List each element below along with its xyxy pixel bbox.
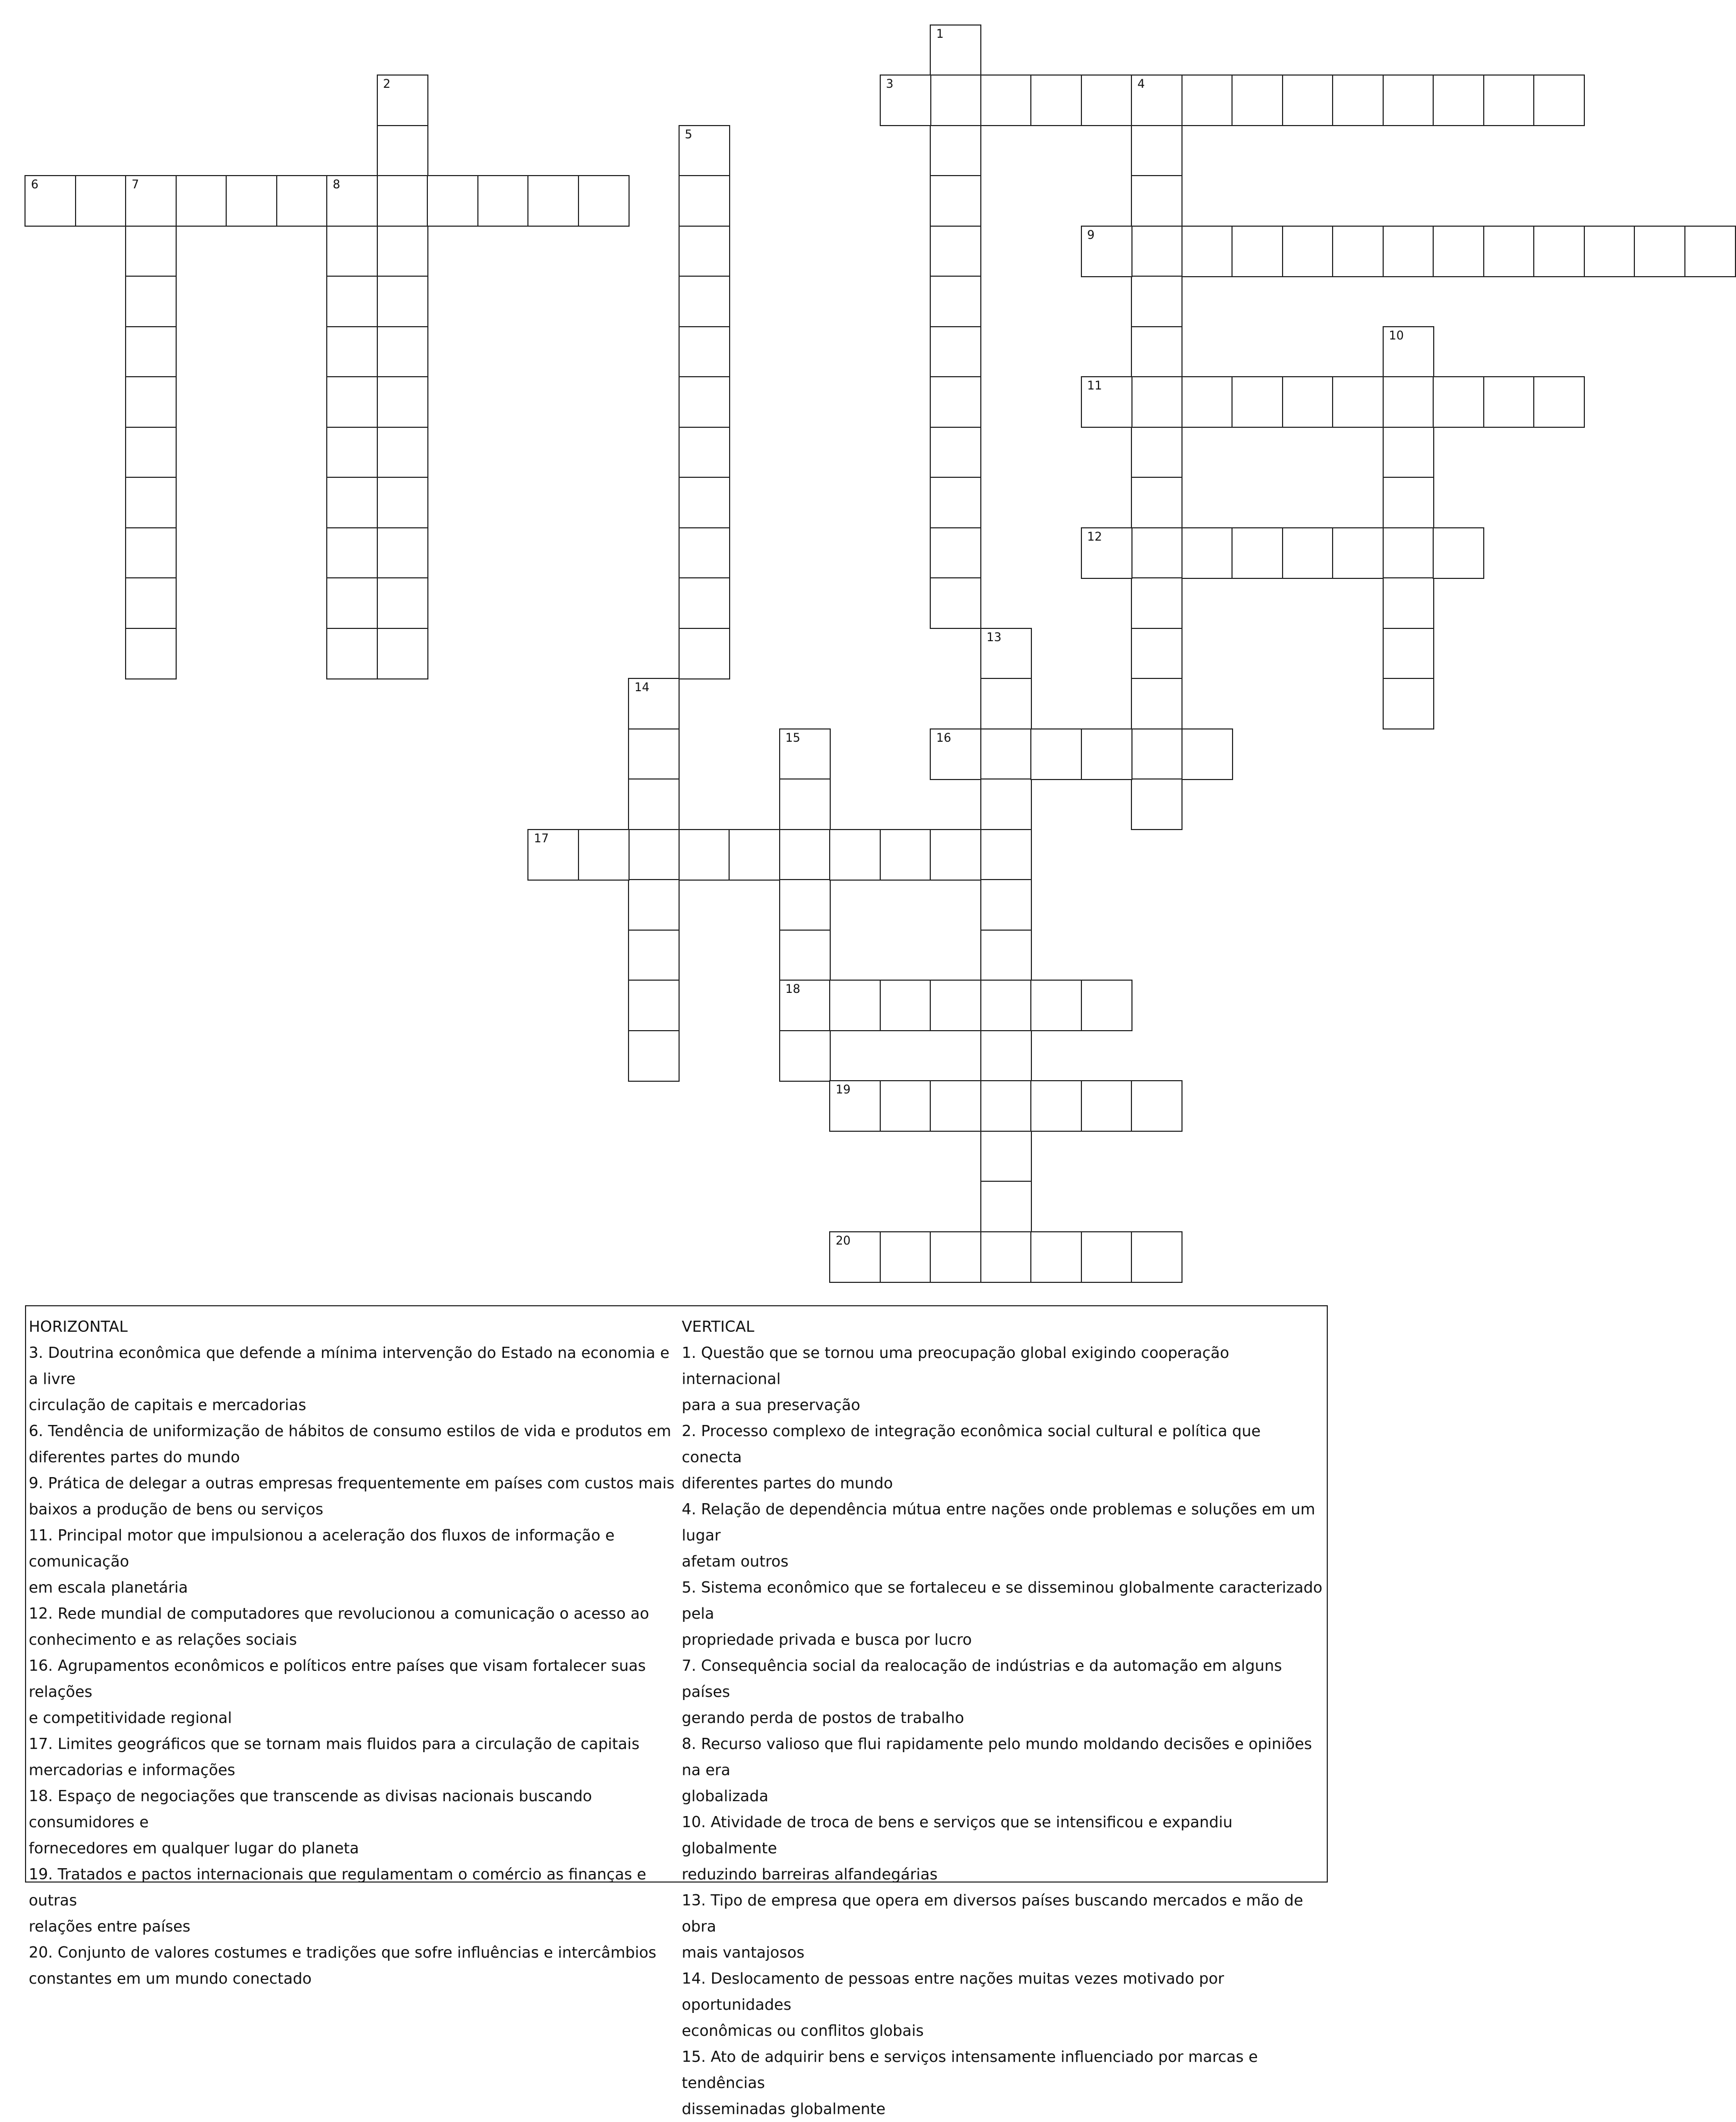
grid-cell[interactable] (1081, 1080, 1132, 1132)
horizontal-clue-line: 17. Limites geográficos que se tornam mais fluidos para a circulação de capitais (29, 1735, 640, 1753)
horizontal-clue-line: baixos a produção de bens ou serviços (29, 1501, 324, 1518)
vertical-clue-line: 5. Sistema econômico que se fortaleceu e se disseminou globalmente caracterizado pela (682, 1579, 1322, 1622)
grid-cell[interactable] (1030, 980, 1082, 1031)
grid-cell[interactable] (1131, 226, 1183, 277)
grid-cell[interactable] (1383, 74, 1434, 126)
grid-cell[interactable] (377, 175, 428, 227)
grid-cell[interactable] (930, 226, 981, 277)
grid-cell[interactable] (1131, 175, 1183, 227)
clue-number: 13 (986, 631, 1002, 644)
clue-number: 3 (886, 78, 894, 92)
clue-number: 10 (1388, 329, 1404, 343)
grid-cell[interactable] (326, 477, 378, 528)
horizontal-clue-line: 3. Doutrina econômica que defende a mínima intervenção do Estado na economia e a livre (29, 1344, 669, 1388)
vertical-clue-line: 10. Atividade de troca de bens e serviços que se intensificou e expandiu globalmente (682, 1813, 1233, 1857)
vertical-clue-line: 2. Processo complexo de integração econômica social cultural e política que conecta (682, 1422, 1261, 1466)
grid-cell[interactable] (1131, 1231, 1183, 1283)
grid-cell[interactable] (980, 1231, 1032, 1283)
grid-cell[interactable] (125, 376, 177, 428)
vertical-clues (682, 1314, 1323, 2122)
grid-cell[interactable] (125, 527, 177, 579)
grid-cell[interactable] (377, 527, 428, 579)
grid-cell[interactable] (1332, 226, 1384, 277)
grid-cell[interactable] (679, 175, 730, 227)
grid-cell[interactable] (1181, 376, 1233, 428)
clue-number: 4 (1137, 78, 1145, 92)
grid-cell[interactable] (1584, 226, 1635, 277)
grid-cell[interactable] (125, 427, 177, 478)
grid-cell[interactable] (980, 1181, 1032, 1232)
grid-cell[interactable] (1533, 376, 1585, 428)
grid-cell[interactable] (930, 829, 981, 881)
grid-cell[interactable] (930, 376, 981, 428)
grid-cell[interactable] (679, 829, 730, 881)
grid-cell[interactable] (1383, 226, 1434, 277)
grid-cell[interactable] (578, 829, 630, 881)
grid-cell[interactable] (980, 980, 1032, 1031)
grid-cell[interactable] (226, 175, 277, 227)
clue-number: 18 (785, 983, 800, 997)
clue-number: 2 (383, 78, 391, 92)
grid-cell[interactable] (980, 930, 1032, 981)
grid-cell[interactable] (1483, 74, 1535, 126)
grid-cell[interactable] (628, 829, 680, 881)
grid-cell[interactable] (1433, 527, 1484, 579)
grid-cell[interactable] (980, 1030, 1032, 1082)
grid-cell[interactable] (176, 175, 227, 227)
grid-cell[interactable] (1383, 326, 1434, 378)
grid-cell[interactable] (880, 74, 931, 126)
grid-cell[interactable] (930, 577, 981, 629)
vertical-clue-line: disseminadas globalmente (682, 2100, 886, 2118)
grid-cell[interactable] (1533, 226, 1585, 277)
grid-cell[interactable] (1131, 477, 1183, 528)
grid-cell[interactable] (276, 175, 328, 227)
grid-cell[interactable] (679, 628, 730, 679)
clue-number: 1 (936, 27, 944, 41)
clue-number: 6 (31, 178, 39, 192)
grid-cell[interactable] (326, 527, 378, 579)
horizontal-clue-line: diferentes partes do mundo (29, 1448, 240, 1466)
clues-box (25, 1305, 1328, 2118)
grid-cell[interactable] (930, 326, 981, 378)
grid-cell[interactable] (1684, 226, 1736, 277)
grid-cell[interactable] (829, 1080, 881, 1132)
grid-cell[interactable] (930, 276, 981, 327)
grid-cell[interactable] (930, 728, 981, 780)
grid-cell[interactable] (679, 477, 730, 528)
grid-cell[interactable] (628, 879, 680, 931)
grid-cell[interactable] (1282, 74, 1334, 126)
grid-cell[interactable] (1081, 376, 1132, 428)
grid-cell[interactable] (1081, 728, 1132, 780)
grid-cell[interactable] (377, 74, 428, 126)
grid-cell[interactable] (1634, 226, 1685, 277)
horizontal-clue-line: fornecedores em qualquer lugar do planeta (29, 1839, 359, 1857)
grid-cell[interactable] (930, 74, 981, 126)
grid-cell[interactable] (527, 175, 579, 227)
grid-cell[interactable] (628, 728, 680, 780)
vertical-clue-line: econômicas ou conflitos globais (682, 2022, 924, 2040)
grid-cell[interactable] (377, 577, 428, 629)
grid-cell[interactable] (880, 829, 931, 881)
grid-cell[interactable] (779, 728, 831, 780)
grid-cell[interactable] (980, 1080, 1032, 1132)
clue-number: 11 (1087, 379, 1102, 393)
grid-cell[interactable] (1383, 527, 1434, 579)
grid-cell[interactable] (1131, 326, 1183, 378)
grid-cell[interactable] (930, 1080, 981, 1132)
horizontal-clue-line: circulação de capitais e mercadorias (29, 1396, 307, 1414)
grid-cell[interactable] (1081, 980, 1132, 1031)
grid-cell[interactable] (578, 175, 630, 227)
grid-cell[interactable] (779, 778, 831, 830)
vertical-clue-line: reduzindo barreiras alfandegárias (682, 1866, 938, 1883)
grid-cell[interactable] (477, 175, 529, 227)
vertical-clue-line: gerando perda de postos de trabalho (682, 1709, 964, 1727)
clue-number: 5 (684, 128, 692, 142)
grid-cell[interactable] (980, 728, 1032, 780)
grid-cell[interactable] (930, 175, 981, 227)
vertical-clue-line: 4. Relação de dependência mútua entre nações onde problemas e soluções em um lugar (682, 1501, 1316, 1544)
horizontal-clue-line: 6. Tendência de uniformização de hábitos de consumo estilos de vida e produtos em (29, 1422, 672, 1440)
grid-cell[interactable] (1433, 226, 1484, 277)
grid-cell[interactable] (829, 980, 881, 1031)
grid-cell[interactable] (679, 527, 730, 579)
horizontal-heading: HORIZONTAL (29, 1318, 128, 1336)
grid-cell[interactable] (1131, 527, 1183, 579)
grid-cell[interactable] (125, 175, 177, 227)
grid-cell[interactable] (930, 527, 981, 579)
horizontal-clue-line: 9. Prática de delegar a outras empresas frequentemente em países com custos mais (29, 1474, 675, 1492)
grid-cell[interactable] (779, 829, 831, 881)
grid-cell[interactable] (1181, 226, 1233, 277)
grid-cell[interactable] (1282, 226, 1334, 277)
horizontal-clue-line: conhecimento e as relações sociais (29, 1631, 297, 1648)
grid-cell[interactable] (377, 276, 428, 327)
grid-cell[interactable] (377, 477, 428, 528)
clue-number: 12 (1087, 530, 1102, 544)
grid-cell[interactable] (527, 829, 579, 881)
vertical-clue-line: 14. Deslocamento de pessoas entre nações muitas vezes motivado por oportunidades (682, 1970, 1225, 2013)
grid-cell[interactable] (326, 326, 378, 378)
grid-cell[interactable] (1181, 728, 1233, 780)
grid-cell[interactable] (1383, 577, 1434, 629)
horizontal-clue-line: constantes em um mundo conectado (29, 1970, 312, 1987)
grid-cell[interactable] (1231, 527, 1283, 579)
vertical-clue-line: propriedade privada e busca por lucro (682, 1631, 972, 1648)
grid-cell[interactable] (628, 678, 680, 730)
grid-cell[interactable] (1030, 74, 1082, 126)
horizontal-clue-line: 12. Rede mundial de computadores que revolucionou a comunicação o acesso ao (29, 1605, 649, 1622)
grid-cell[interactable] (326, 376, 378, 428)
grid-cell[interactable] (326, 577, 378, 629)
grid-cell[interactable] (679, 125, 730, 177)
grid-cell[interactable] (628, 980, 680, 1031)
grid-cell[interactable] (930, 427, 981, 478)
grid-cell[interactable] (779, 1030, 831, 1082)
grid-cell[interactable] (1030, 728, 1082, 780)
grid-cell[interactable] (930, 477, 981, 528)
grid-cell[interactable] (125, 577, 177, 629)
grid-cell[interactable] (1231, 74, 1283, 126)
clue-number: 8 (333, 178, 341, 192)
grid-cell[interactable] (1081, 527, 1132, 579)
grid-cell[interactable] (125, 628, 177, 679)
grid-cell[interactable] (1332, 74, 1384, 126)
vertical-clue-line: afetam outros (682, 1553, 789, 1570)
grid-cell[interactable] (1030, 1231, 1082, 1283)
grid-cell[interactable] (729, 829, 780, 881)
grid-cell[interactable] (125, 226, 177, 277)
grid-cell[interactable] (326, 226, 378, 277)
grid-cell[interactable] (980, 829, 1032, 881)
grid-cell[interactable] (880, 1231, 931, 1283)
grid-cell[interactable] (1282, 376, 1334, 428)
horizontal-clues (29, 1314, 678, 1992)
vertical-clue-line: 8. Recurso valioso que flui rapidamente pelo mundo moldando decisões e opiniões na era (682, 1735, 1312, 1779)
clue-number: 9 (1087, 228, 1095, 242)
grid-cell[interactable] (1131, 1080, 1183, 1132)
grid-cell[interactable] (679, 276, 730, 327)
grid-cell[interactable] (1131, 778, 1183, 830)
grid-cell[interactable] (930, 24, 981, 76)
clue-number: 19 (836, 1083, 851, 1097)
crossword-grid (0, 0, 1404, 1288)
grid-cell[interactable] (1231, 376, 1283, 428)
grid-cell[interactable] (1081, 1231, 1132, 1283)
grid-cell[interactable] (1383, 376, 1434, 428)
vertical-heading: VERTICAL (682, 1318, 755, 1336)
grid-cell[interactable] (628, 1030, 680, 1082)
grid-cell[interactable] (1383, 628, 1434, 679)
grid-cell[interactable] (1081, 226, 1132, 277)
clue-number: 15 (785, 731, 800, 745)
grid-cell[interactable] (779, 980, 831, 1031)
grid-cell[interactable] (377, 427, 428, 478)
grid-cell[interactable] (1231, 226, 1283, 277)
grid-cell[interactable] (326, 628, 378, 679)
grid-cell[interactable] (679, 226, 730, 277)
grid-cell[interactable] (1282, 527, 1334, 579)
grid-cell[interactable] (980, 778, 1032, 830)
grid-cell[interactable] (1131, 125, 1183, 177)
grid-cell[interactable] (1131, 276, 1183, 327)
grid-cell[interactable] (930, 980, 981, 1031)
grid-cell[interactable] (829, 1231, 881, 1283)
horizontal-clue-line: e competitividade regional (29, 1709, 232, 1727)
grid-cell[interactable] (980, 678, 1032, 730)
clue-number: 16 (936, 731, 952, 745)
grid-cell[interactable] (326, 276, 378, 327)
grid-cell[interactable] (1533, 74, 1585, 126)
grid-cell[interactable] (1332, 376, 1384, 428)
horizontal-clue-line: 19. Tratados e pactos internacionais que regulamentam o comércio as finanças e outras (29, 1866, 647, 1909)
grid-cell[interactable] (829, 829, 881, 881)
grid-cell[interactable] (1383, 427, 1434, 478)
grid-cell[interactable] (880, 980, 931, 1031)
grid-cell[interactable] (1131, 678, 1183, 730)
horizontal-clue-line: 20. Conjunto de valores costumes e tradições que sofre influências e intercâmbios (29, 1944, 657, 1961)
grid-cell[interactable] (125, 326, 177, 378)
horizontal-clue-line: mercadorias e informações (29, 1761, 236, 1779)
grid-cell[interactable] (377, 326, 428, 378)
clue-number: 7 (131, 178, 139, 192)
grid-cell[interactable] (1181, 527, 1233, 579)
grid-cell[interactable] (1131, 74, 1183, 126)
grid-cell[interactable] (679, 427, 730, 478)
grid-cell[interactable] (1483, 226, 1535, 277)
grid-cell[interactable] (75, 175, 127, 227)
vertical-clue-line: 13. Tipo de empresa que opera em diversos países buscando mercados e mão de obra (682, 1892, 1303, 1935)
horizontal-clue-line: relações entre países (29, 1918, 191, 1935)
grid-cell[interactable] (930, 125, 981, 177)
vertical-clue-line: globalizada (682, 1787, 768, 1805)
vertical-clue-line: 15. Ato de adquirir bens e serviços intensamente influenciado por marcas e tendências (682, 2048, 1258, 2092)
clue-number: 17 (534, 832, 549, 846)
grid-cell[interactable] (930, 1231, 981, 1283)
grid-cell[interactable] (779, 879, 831, 931)
grid-cell[interactable] (377, 125, 428, 177)
vertical-clue-line: 7. Consequência social da realocação de indústrias e da automação em alguns países (682, 1657, 1282, 1701)
clue-number: 20 (836, 1234, 851, 1248)
grid-cell[interactable] (1332, 527, 1384, 579)
grid-cell[interactable] (1181, 74, 1233, 126)
horizontal-clue-line: 16. Agrupamentos econômicos e políticos entre países que visam fortalecer suas relações (29, 1657, 646, 1701)
grid-cell[interactable] (1131, 628, 1183, 679)
grid-cell[interactable] (1030, 1080, 1082, 1132)
grid-cell[interactable] (679, 577, 730, 629)
horizontal-clue-line: 18. Espaço de negociações que transcende as divisas nacionais buscando consumidores e (29, 1787, 592, 1831)
grid-cell[interactable] (125, 276, 177, 327)
vertical-clue-line: 1. Questão que se tornou uma preocupação global exigindo cooperação internacional (682, 1344, 1229, 1388)
grid-cell[interactable] (980, 879, 1032, 931)
grid-cell[interactable] (1131, 427, 1183, 478)
grid-cell[interactable] (377, 376, 428, 428)
grid-cell[interactable] (1383, 678, 1434, 730)
clue-number: 14 (634, 681, 650, 695)
grid-cell[interactable] (628, 778, 680, 830)
grid-cell[interactable] (377, 628, 428, 679)
vertical-clue-line: para a sua preservação (682, 1396, 861, 1414)
grid-cell[interactable] (980, 1131, 1032, 1182)
vertical-clue-line: mais vantajosos (682, 1944, 805, 1961)
grid-cell[interactable] (1433, 376, 1484, 428)
grid-cell[interactable] (377, 226, 428, 277)
grid-cell[interactable] (326, 175, 378, 227)
grid-cell[interactable] (980, 628, 1032, 679)
horizontal-clue-line: em escala planetária (29, 1579, 188, 1596)
grid-cell[interactable] (679, 376, 730, 428)
grid-cell[interactable] (779, 930, 831, 981)
horizontal-clue-line: 11. Principal motor que impulsionou a aceleração dos fluxos de informação e comunicação (29, 1527, 615, 1570)
grid-cell[interactable] (427, 175, 478, 227)
grid-cell[interactable] (880, 1080, 931, 1132)
grid-cell[interactable] (980, 74, 1032, 126)
grid-cell[interactable] (326, 427, 378, 478)
grid-cell[interactable] (1131, 376, 1183, 428)
grid-cell[interactable] (1131, 728, 1183, 780)
grid-cell[interactable] (24, 175, 76, 227)
grid-cell[interactable] (1383, 477, 1434, 528)
grid-cell[interactable] (1131, 577, 1183, 629)
vertical-clue-line: diferentes partes do mundo (682, 1474, 893, 1492)
grid-cell[interactable] (125, 477, 177, 528)
grid-cell[interactable] (628, 930, 680, 981)
grid-cell[interactable] (1081, 74, 1132, 126)
grid-cell[interactable] (679, 326, 730, 378)
grid-cell[interactable] (1483, 376, 1535, 428)
grid-cell[interactable] (1433, 74, 1484, 126)
